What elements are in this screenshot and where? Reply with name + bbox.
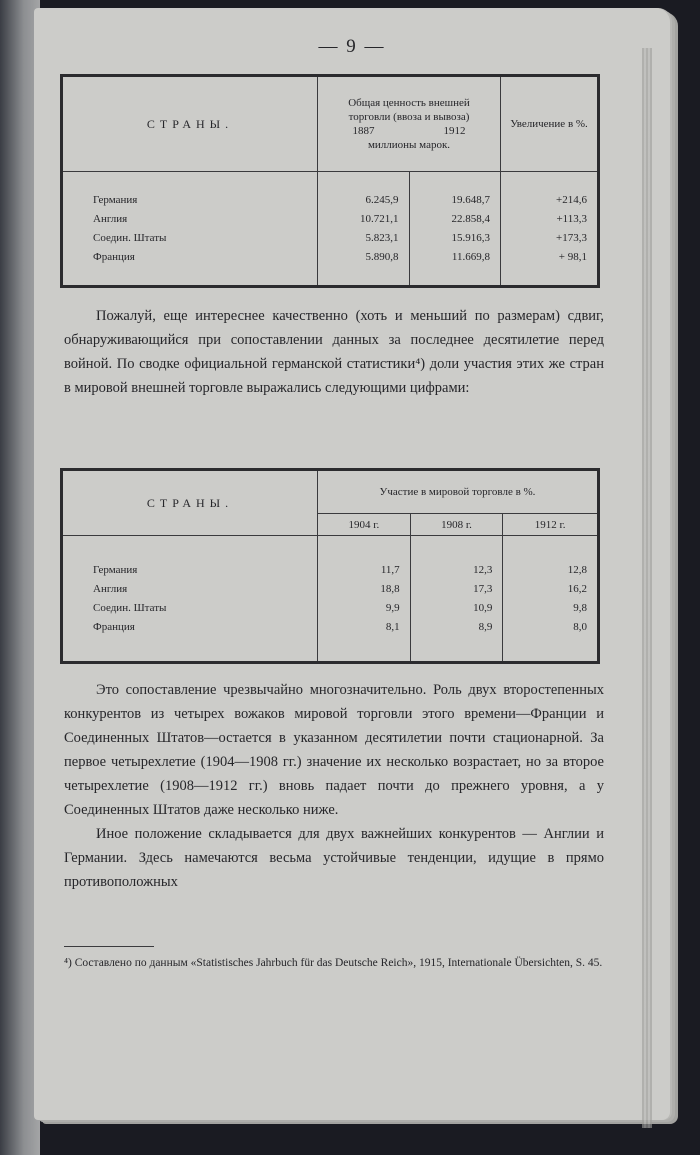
- year-header: 1908 г.: [410, 514, 503, 536]
- share-1908-column: [410, 536, 503, 663]
- table-cell: 12,8: [567, 563, 587, 576]
- share-1904-column: [318, 536, 411, 663]
- world-trade-share-table: [60, 468, 600, 664]
- table-cell: 5.823,1: [365, 231, 399, 244]
- countries-header: СТРАНЫ.: [62, 470, 318, 536]
- table-cell: 6.245,9: [365, 193, 399, 206]
- table-cell: 19.648,7: [451, 193, 490, 206]
- footnote-rule: [64, 946, 154, 947]
- increase-column: [501, 172, 599, 287]
- value-1887-column: [318, 172, 410, 287]
- country-column: [62, 536, 318, 663]
- table-cell: 8,1: [385, 620, 400, 633]
- table-cell: 5.890,8: [365, 250, 399, 263]
- page-stack-edge: [642, 48, 652, 1128]
- table-cell: 22.858,4: [451, 212, 490, 225]
- table-cell: +214,6: [556, 193, 587, 206]
- country-name: Германия: [93, 193, 138, 206]
- unit-label: миллионы марок.: [367, 139, 451, 151]
- page-number: — 9 —: [318, 36, 386, 57]
- table-cell: 9,8: [573, 601, 587, 614]
- country-name: Соедин. Штаты: [93, 231, 167, 244]
- country-name: Англия: [93, 212, 128, 225]
- country-name: Франция: [93, 250, 135, 263]
- paragraph-text: Это сопоставление чрезвычайно многозначительно. Роль двух второстепенных конкурентов из четырех вожаков мировой торговли этого времени—Франции и Соединенных Штатов—остается в указанном десятилетии почти стационарной. За первое четырехлетие (1904—1908 гг.) значение их несколько возрастает, но за второе четырехлетие (1908—1912 гг.) вновь падает почти до прежнего уровня, а у Соединенных Штатов даже несколько ниже.: [64, 682, 604, 818]
- country-name: Соедин. Штаты: [93, 601, 167, 614]
- table-cell: 11,7: [380, 563, 400, 576]
- table-cell: 8,0: [573, 620, 587, 633]
- table-cell: +173,3: [556, 231, 587, 244]
- trade-value-header: [318, 76, 501, 172]
- footnote: ⁴) Составлено по данным «Statistisches Jahrbuch für das Deutsche Reich», 1915, Internationale Übersichten, S. 45.: [64, 957, 603, 969]
- value-1912-column: [409, 172, 501, 287]
- country-column: [62, 172, 318, 287]
- table-cell: 8,9: [478, 620, 493, 633]
- countries-header: СТРАНЫ.: [62, 76, 318, 172]
- foreign-trade-value-table: [60, 74, 600, 288]
- table-cell: 15.916,3: [451, 231, 490, 244]
- share-1912-column: [503, 536, 599, 663]
- table-cell: 17,3: [473, 582, 493, 595]
- year-header: 1904 г.: [318, 514, 411, 536]
- country-name: Англия: [93, 582, 128, 595]
- table-cell: 11.669,8: [451, 250, 490, 263]
- country-name: Германия: [93, 563, 138, 576]
- table-cell: 10.721,1: [360, 212, 399, 225]
- table-cell: 9,9: [385, 601, 400, 614]
- country-name: Франция: [93, 620, 135, 633]
- paragraph-text: Пожалуй, еще интереснее качественно (хоть и меньший по размерам) сдвиг, обнаруживающийся при сопоставлении данных за последнее десятилетие перед войной. По сводке официальной германской статистики⁴) доли участия этих же стран в мировой внешней торговле выражались следующими цифрами:: [64, 308, 604, 396]
- table-cell: + 98,1: [558, 250, 587, 263]
- table-cell: 18,8: [380, 582, 400, 595]
- share-header: Участие в мировой торговле в %.: [318, 470, 599, 514]
- paragraph-2: [64, 678, 604, 894]
- table-cell: +113,3: [556, 212, 587, 225]
- increase-header: Увеличение в %.: [501, 76, 599, 172]
- year-1912: 1912: [443, 125, 466, 137]
- table-cell: 12,3: [473, 563, 493, 576]
- book-page: [34, 8, 670, 1120]
- trade-value-title: Общая ценность внешней торговли (ввоза и вывоза): [348, 97, 470, 123]
- paragraph-text: Иное положение складывается для двух важнейших конкурентов — Англии и Германии. Здесь намечаются весьма устойчивые тенденции, идущие в прямо противоположных: [64, 826, 604, 890]
- table-cell: 10,9: [473, 601, 493, 614]
- year-1887: 1887: [352, 125, 375, 137]
- year-header: 1912 г.: [503, 514, 599, 536]
- paragraph-1: [64, 304, 604, 400]
- table-cell: 16,2: [567, 582, 587, 595]
